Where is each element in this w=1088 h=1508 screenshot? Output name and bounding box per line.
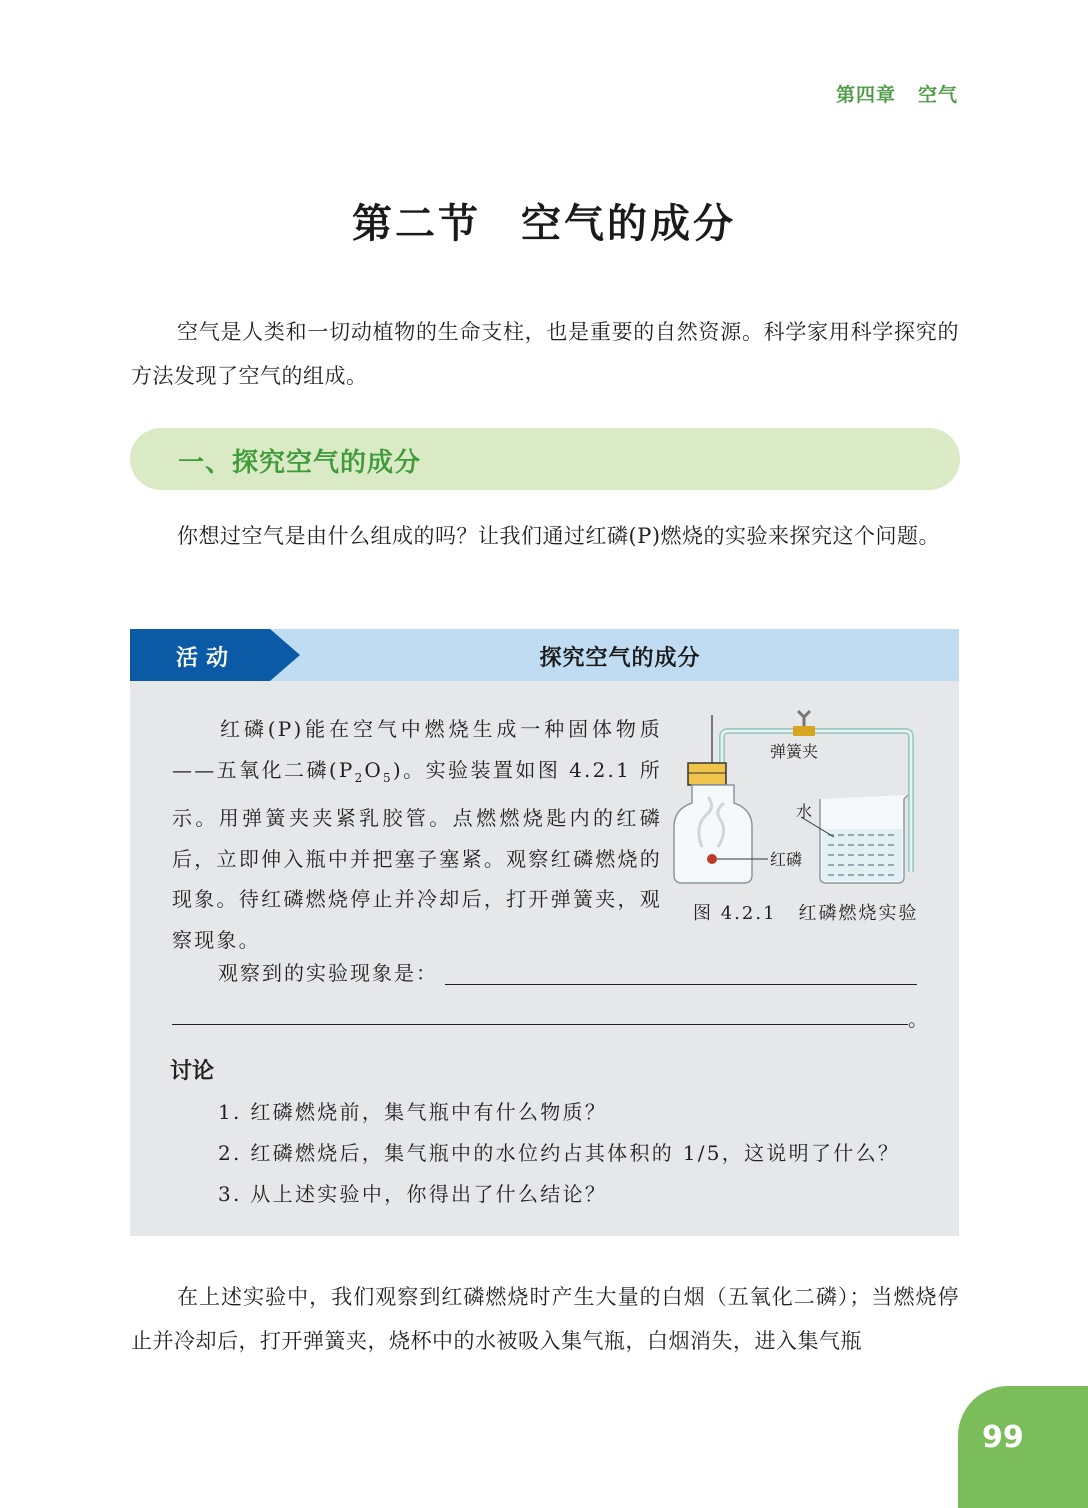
closing-paragraph: 在上述实验中，我们观察到红磷燃烧时产生大量的白烟（五氧化二磷）；当燃烧停止并冷却后，打开弹簧夹，烧杯中的水被吸入集气瓶，白烟消失，进入集气瓶 — [131, 1285, 959, 1353]
chapter-title: 空气 — [917, 84, 958, 106]
section-title: 空气的成分 — [521, 201, 736, 247]
gas-bottle — [674, 785, 752, 883]
intro-paragraph: 空气是人类和一切动植物的生命支柱，也是重要的自然资源。科学家用科学探究的方法发现了空气的组成。 — [131, 320, 959, 388]
observation-prompt: 观察到的实验现象是： — [218, 961, 438, 985]
subscript-5: 5 — [383, 770, 393, 785]
label-clip: 弹簧夹 — [770, 742, 819, 761]
chapter-number: 第四章 — [835, 84, 896, 106]
answer-line-2[interactable] — [172, 1024, 908, 1025]
activity-text-b: O — [364, 757, 384, 782]
discussion-question-1: 1. 红磷燃烧前，集气瓶中有什么物质？ — [218, 1100, 608, 1124]
answer-line-1[interactable] — [445, 984, 917, 985]
subsection-heading: 一、探究空气的成分 — [178, 448, 422, 478]
activity-title: 探究空气的成分 — [539, 646, 701, 671]
figure-number: 图 4.2.1 — [693, 903, 777, 924]
activity-tag-label: 活动 — [176, 646, 237, 671]
page-number-tab — [958, 1386, 1088, 1508]
discussion-heading: 讨论 — [170, 1059, 215, 1084]
experiment-figure — [670, 707, 930, 917]
activity-box — [130, 629, 959, 1236]
activity-text — [172, 709, 662, 961]
subscript-2: 2 — [354, 770, 365, 785]
figure-caption — [693, 899, 919, 925]
chapter-header — [836, 80, 958, 107]
activity-text-a: 红磷(P)能在空气中燃烧生成一种固体物质——五氧化二磷(P — [172, 717, 662, 782]
activity-text-c: )。实验装置如图 4.2.1 所示。用弹簧夹夹紧乳胶管。点燃燃烧匙内的红磷后，立即伸入瓶中并把塞子塞紧。观察红磷燃烧的现象。待红磷燃烧停止并冷却后，打开弹簧夹，观察现象。 — [172, 757, 663, 952]
page-number: 99 — [982, 1420, 1024, 1455]
stopper — [688, 763, 726, 785]
spring-clip-handle — [798, 711, 810, 726]
discussion-question-3: 3. 从上述实验中，你得出了什么结论？ — [218, 1182, 608, 1206]
subsection-banner — [130, 428, 960, 490]
label-water: 水 — [796, 802, 813, 821]
red-phosphorus — [707, 854, 717, 864]
figure-caption-text: 红磷燃烧实验 — [798, 903, 919, 924]
label-phosphorus: 红磷 — [770, 850, 803, 869]
answer-end-mark: 。 — [908, 1007, 928, 1031]
spring-clip — [793, 726, 815, 736]
section-number: 第二节 — [352, 201, 481, 247]
question-paragraph: 你想过空气是由什么组成的吗？让我们通过红磷(P)燃烧的实验来探究这个问题。 — [177, 524, 941, 548]
discussion-question-2: 2. 红磷燃烧后，集气瓶中的水位约占其体积的 1/5，这说明了什么？ — [218, 1141, 901, 1165]
activity-header — [130, 629, 959, 681]
page-title — [0, 192, 1088, 249]
